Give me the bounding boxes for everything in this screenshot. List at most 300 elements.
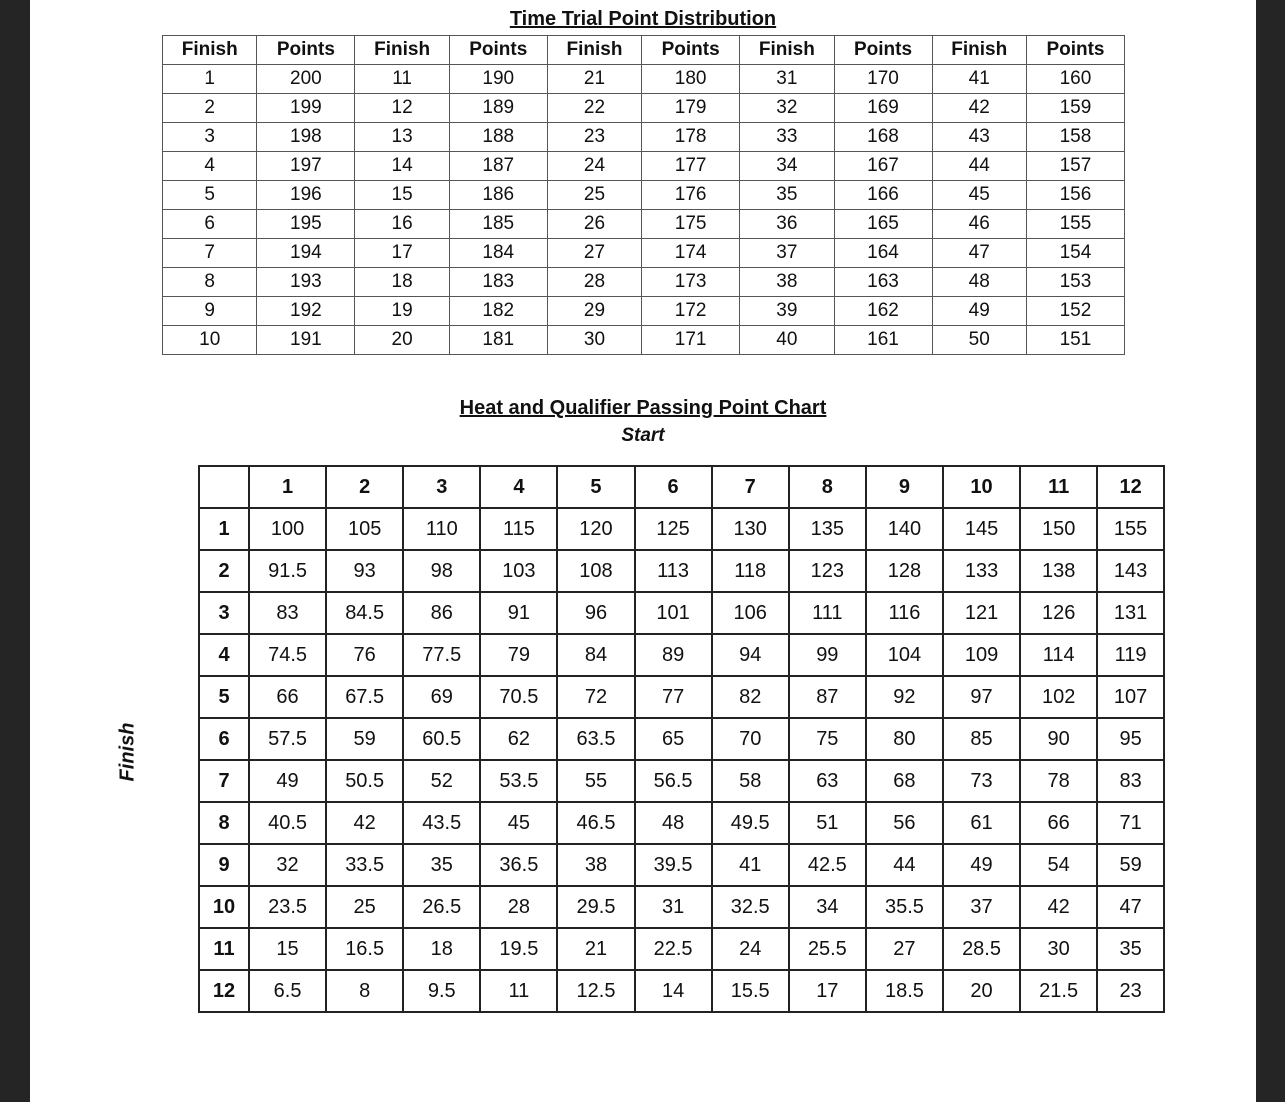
table-cell: 190 <box>449 65 547 94</box>
table-cell: 32 <box>740 94 834 123</box>
table-cell: 164 <box>834 239 932 268</box>
points-cell: 118 <box>712 550 789 592</box>
table-cell: 155 <box>1026 210 1124 239</box>
points-cell: 73 <box>943 760 1020 802</box>
points-cell: 100 <box>249 508 326 550</box>
table-cell: 192 <box>257 297 355 326</box>
time-trial-title: Time Trial Point Distribution <box>509 8 777 30</box>
table-cell: 198 <box>257 123 355 152</box>
table-row <box>163 210 1125 239</box>
points-cell: 12.5 <box>557 970 634 1012</box>
points-cell: 86 <box>403 592 480 634</box>
finish-position-header: 9 <box>199 844 249 886</box>
table-cell: 199 <box>257 94 355 123</box>
points-cell: 84 <box>557 634 634 676</box>
points-cell: 35 <box>403 844 480 886</box>
table-row <box>163 326 1125 355</box>
points-cell: 84.5 <box>326 592 403 634</box>
column-header: Finish <box>740 36 834 65</box>
points-cell: 70 <box>712 718 789 760</box>
start-position-header: 4 <box>480 466 557 508</box>
table-cell: 30 <box>547 326 641 355</box>
table-row <box>199 508 1164 550</box>
table-cell: 25 <box>547 181 641 210</box>
table-cell: 19 <box>355 297 449 326</box>
table-cell: 20 <box>355 326 449 355</box>
points-cell: 76 <box>326 634 403 676</box>
points-cell: 133 <box>943 550 1020 592</box>
points-cell: 60.5 <box>403 718 480 760</box>
points-cell: 138 <box>1020 550 1097 592</box>
points-cell: 30 <box>1020 928 1097 970</box>
table-cell: 4 <box>163 152 257 181</box>
points-cell: 71 <box>1097 802 1164 844</box>
points-cell: 114 <box>1020 634 1097 676</box>
points-cell: 130 <box>712 508 789 550</box>
points-cell: 97 <box>943 676 1020 718</box>
column-header: Finish <box>355 36 449 65</box>
points-cell: 125 <box>635 508 712 550</box>
points-cell: 94 <box>712 634 789 676</box>
table-cell: 14 <box>355 152 449 181</box>
document-page <box>30 0 1256 1102</box>
table-cell: 169 <box>834 94 932 123</box>
points-cell: 66 <box>1020 802 1097 844</box>
points-cell: 55 <box>557 760 634 802</box>
points-cell: 50.5 <box>326 760 403 802</box>
points-cell: 18.5 <box>866 970 943 1012</box>
table-cell: 179 <box>642 94 740 123</box>
time-trial-header-row <box>163 36 1125 65</box>
table-cell: 163 <box>834 268 932 297</box>
table-cell: 157 <box>1026 152 1124 181</box>
table-row <box>199 550 1164 592</box>
finish-position-header: 3 <box>199 592 249 634</box>
start-position-header: 12 <box>1097 466 1164 508</box>
points-cell: 105 <box>326 508 403 550</box>
table-cell: 172 <box>642 297 740 326</box>
finish-position-header: 5 <box>199 676 249 718</box>
points-cell: 91 <box>480 592 557 634</box>
table-cell: 151 <box>1026 326 1124 355</box>
start-position-header: 11 <box>1020 466 1097 508</box>
table-row <box>163 123 1125 152</box>
table-cell: 182 <box>449 297 547 326</box>
table-cell: 191 <box>257 326 355 355</box>
table-cell: 12 <box>355 94 449 123</box>
table-cell: 187 <box>449 152 547 181</box>
table-row <box>163 152 1125 181</box>
table-cell: 184 <box>449 239 547 268</box>
points-cell: 22.5 <box>635 928 712 970</box>
points-cell: 44 <box>866 844 943 886</box>
table-cell: 13 <box>355 123 449 152</box>
table-cell: 23 <box>547 123 641 152</box>
start-position-header: 7 <box>712 466 789 508</box>
points-cell: 135 <box>789 508 866 550</box>
points-cell: 145 <box>943 508 1020 550</box>
table-cell: 15 <box>355 181 449 210</box>
table-cell: 197 <box>257 152 355 181</box>
table-cell: 189 <box>449 94 547 123</box>
points-cell: 107 <box>1097 676 1164 718</box>
points-cell: 49 <box>249 760 326 802</box>
points-cell: 21 <box>557 928 634 970</box>
points-cell: 59 <box>326 718 403 760</box>
points-cell: 126 <box>1020 592 1097 634</box>
table-row <box>163 65 1125 94</box>
points-cell: 82 <box>712 676 789 718</box>
points-cell: 80 <box>866 718 943 760</box>
points-cell: 78 <box>1020 760 1097 802</box>
points-cell: 66 <box>249 676 326 718</box>
points-cell: 21.5 <box>1020 970 1097 1012</box>
column-header: Finish <box>163 36 257 65</box>
table-row <box>163 268 1125 297</box>
table-row <box>163 297 1125 326</box>
table-cell: 22 <box>547 94 641 123</box>
points-cell: 33.5 <box>326 844 403 886</box>
table-cell: 188 <box>449 123 547 152</box>
table-cell: 165 <box>834 210 932 239</box>
points-cell: 106 <box>712 592 789 634</box>
points-cell: 109 <box>943 634 1020 676</box>
table-cell: 5 <box>163 181 257 210</box>
table-cell: 35 <box>740 181 834 210</box>
points-cell: 41 <box>712 844 789 886</box>
table-cell: 26 <box>547 210 641 239</box>
table-cell: 200 <box>257 65 355 94</box>
finish-position-header: 8 <box>199 802 249 844</box>
points-cell: 83 <box>249 592 326 634</box>
points-cell: 123 <box>789 550 866 592</box>
points-cell: 53.5 <box>480 760 557 802</box>
points-cell: 17 <box>789 970 866 1012</box>
points-cell: 38 <box>557 844 634 886</box>
points-cell: 11 <box>480 970 557 1012</box>
points-cell: 25 <box>326 886 403 928</box>
points-cell: 121 <box>943 592 1020 634</box>
table-cell: 3 <box>163 123 257 152</box>
points-cell: 14 <box>635 970 712 1012</box>
table-row <box>199 970 1164 1012</box>
points-cell: 115 <box>480 508 557 550</box>
table-cell: 166 <box>834 181 932 210</box>
points-cell: 68 <box>866 760 943 802</box>
points-cell: 119 <box>1097 634 1164 676</box>
corner-cell <box>199 466 249 508</box>
table-cell: 156 <box>1026 181 1124 210</box>
points-cell: 93 <box>326 550 403 592</box>
table-cell: 174 <box>642 239 740 268</box>
points-cell: 35.5 <box>866 886 943 928</box>
table-cell: 171 <box>642 326 740 355</box>
points-cell: 113 <box>635 550 712 592</box>
points-cell: 62 <box>480 718 557 760</box>
points-cell: 26.5 <box>403 886 480 928</box>
table-cell: 162 <box>834 297 932 326</box>
column-header: Points <box>1026 36 1124 65</box>
points-cell: 99 <box>789 634 866 676</box>
points-cell: 51 <box>789 802 866 844</box>
table-cell: 41 <box>932 65 1026 94</box>
points-cell: 104 <box>866 634 943 676</box>
points-cell: 23 <box>1097 970 1164 1012</box>
table-cell: 170 <box>834 65 932 94</box>
points-cell: 70.5 <box>480 676 557 718</box>
heat-qualifier-title: Heat and Qualifier Passing Point Chart <box>459 397 827 419</box>
points-cell: 42 <box>326 802 403 844</box>
table-cell: 176 <box>642 181 740 210</box>
table-cell: 180 <box>642 65 740 94</box>
points-cell: 37 <box>943 886 1020 928</box>
finish-position-header: 7 <box>199 760 249 802</box>
start-position-header: 9 <box>866 466 943 508</box>
points-cell: 108 <box>557 550 634 592</box>
points-cell: 143 <box>1097 550 1164 592</box>
table-cell: 24 <box>547 152 641 181</box>
points-cell: 77 <box>635 676 712 718</box>
table-cell: 27 <box>547 239 641 268</box>
table-cell: 50 <box>932 326 1026 355</box>
points-cell: 49.5 <box>712 802 789 844</box>
table-cell: 158 <box>1026 123 1124 152</box>
points-cell: 54 <box>1020 844 1097 886</box>
column-header: Points <box>449 36 547 65</box>
start-position-header: 3 <box>403 466 480 508</box>
points-cell: 8 <box>326 970 403 1012</box>
table-cell: 17 <box>355 239 449 268</box>
points-cell: 28 <box>480 886 557 928</box>
points-cell: 32.5 <box>712 886 789 928</box>
points-cell: 111 <box>789 592 866 634</box>
table-cell: 8 <box>163 268 257 297</box>
points-cell: 72 <box>557 676 634 718</box>
points-cell: 32 <box>249 844 326 886</box>
points-cell: 89 <box>635 634 712 676</box>
table-cell: 154 <box>1026 239 1124 268</box>
points-cell: 15.5 <box>712 970 789 1012</box>
points-cell: 90 <box>1020 718 1097 760</box>
points-cell: 15 <box>249 928 326 970</box>
points-cell: 6.5 <box>249 970 326 1012</box>
finish-position-header: 1 <box>199 508 249 550</box>
table-row <box>199 592 1164 634</box>
start-position-header: 5 <box>557 466 634 508</box>
table-cell: 161 <box>834 326 932 355</box>
table-cell: 186 <box>449 181 547 210</box>
table-cell: 31 <box>740 65 834 94</box>
table-cell: 183 <box>449 268 547 297</box>
points-cell: 67.5 <box>326 676 403 718</box>
table-cell: 44 <box>932 152 1026 181</box>
points-cell: 34 <box>789 886 866 928</box>
table-cell: 45 <box>932 181 1026 210</box>
column-header: Points <box>642 36 740 65</box>
points-cell: 57.5 <box>249 718 326 760</box>
table-cell: 10 <box>163 326 257 355</box>
points-cell: 74.5 <box>249 634 326 676</box>
table-row <box>199 760 1164 802</box>
column-header: Points <box>834 36 932 65</box>
finish-position-header: 10 <box>199 886 249 928</box>
table-cell: 173 <box>642 268 740 297</box>
points-cell: 58 <box>712 760 789 802</box>
table-cell: 40 <box>740 326 834 355</box>
table-row <box>199 886 1164 928</box>
start-position-header: 8 <box>789 466 866 508</box>
points-cell: 91.5 <box>249 550 326 592</box>
table-row <box>199 802 1164 844</box>
table-cell: 178 <box>642 123 740 152</box>
table-cell: 42 <box>932 94 1026 123</box>
points-cell: 36.5 <box>480 844 557 886</box>
points-cell: 47 <box>1097 886 1164 928</box>
points-cell: 20 <box>943 970 1020 1012</box>
points-cell: 95 <box>1097 718 1164 760</box>
points-cell: 102 <box>1020 676 1097 718</box>
points-cell: 96 <box>557 592 634 634</box>
points-cell: 120 <box>557 508 634 550</box>
points-cell: 42.5 <box>789 844 866 886</box>
points-cell: 48 <box>635 802 712 844</box>
points-cell: 69 <box>403 676 480 718</box>
time-trial-table <box>162 35 1125 355</box>
table-cell: 39 <box>740 297 834 326</box>
table-row <box>199 718 1164 760</box>
table-row <box>199 928 1164 970</box>
points-cell: 103 <box>480 550 557 592</box>
points-cell: 63 <box>789 760 866 802</box>
table-cell: 168 <box>834 123 932 152</box>
points-cell: 83 <box>1097 760 1164 802</box>
heat-qualifier-table <box>198 465 1165 1013</box>
table-cell: 36 <box>740 210 834 239</box>
points-cell: 9.5 <box>403 970 480 1012</box>
table-cell: 181 <box>449 326 547 355</box>
start-position-header: 1 <box>249 466 326 508</box>
table-cell: 48 <box>932 268 1026 297</box>
table-cell: 28 <box>547 268 641 297</box>
table-cell: 159 <box>1026 94 1124 123</box>
points-cell: 128 <box>866 550 943 592</box>
points-cell: 98 <box>403 550 480 592</box>
points-cell: 23.5 <box>249 886 326 928</box>
table-cell: 7 <box>163 239 257 268</box>
table-row <box>199 634 1164 676</box>
finish-position-header: 6 <box>199 718 249 760</box>
points-cell: 43.5 <box>403 802 480 844</box>
table-cell: 33 <box>740 123 834 152</box>
start-position-header: 10 <box>943 466 1020 508</box>
table-cell: 29 <box>547 297 641 326</box>
table-cell: 153 <box>1026 268 1124 297</box>
table-cell: 43 <box>932 123 1026 152</box>
points-cell: 56 <box>866 802 943 844</box>
points-cell: 35 <box>1097 928 1164 970</box>
points-cell: 59 <box>1097 844 1164 886</box>
finish-axis-label: Finish <box>116 722 139 782</box>
finish-position-header: 4 <box>199 634 249 676</box>
points-cell: 19.5 <box>480 928 557 970</box>
table-cell: 37 <box>740 239 834 268</box>
points-cell: 49 <box>943 844 1020 886</box>
points-cell: 16.5 <box>326 928 403 970</box>
finish-position-header: 2 <box>199 550 249 592</box>
points-cell: 24 <box>712 928 789 970</box>
table-cell: 185 <box>449 210 547 239</box>
table-cell: 38 <box>740 268 834 297</box>
points-cell: 131 <box>1097 592 1164 634</box>
points-cell: 28.5 <box>943 928 1020 970</box>
table-cell: 194 <box>257 239 355 268</box>
points-cell: 150 <box>1020 508 1097 550</box>
table-cell: 49 <box>932 297 1026 326</box>
points-cell: 29.5 <box>557 886 634 928</box>
points-cell: 25.5 <box>789 928 866 970</box>
points-cell: 63.5 <box>557 718 634 760</box>
points-cell: 79 <box>480 634 557 676</box>
table-cell: 196 <box>257 181 355 210</box>
points-cell: 18 <box>403 928 480 970</box>
points-cell: 87 <box>789 676 866 718</box>
points-cell: 45 <box>480 802 557 844</box>
points-cell: 61 <box>943 802 1020 844</box>
points-cell: 155 <box>1097 508 1164 550</box>
points-cell: 65 <box>635 718 712 760</box>
table-row <box>163 181 1125 210</box>
table-row <box>163 94 1125 123</box>
table-cell: 18 <box>355 268 449 297</box>
column-header: Points <box>257 36 355 65</box>
points-cell: 31 <box>635 886 712 928</box>
table-cell: 47 <box>932 239 1026 268</box>
finish-position-header: 12 <box>199 970 249 1012</box>
start-axis-label: Start <box>621 425 665 446</box>
table-row <box>199 844 1164 886</box>
points-cell: 52 <box>403 760 480 802</box>
table-cell: 1 <box>163 65 257 94</box>
table-cell: 167 <box>834 152 932 181</box>
points-cell: 85 <box>943 718 1020 760</box>
column-header: Finish <box>932 36 1026 65</box>
points-cell: 101 <box>635 592 712 634</box>
table-cell: 195 <box>257 210 355 239</box>
points-cell: 92 <box>866 676 943 718</box>
table-cell: 16 <box>355 210 449 239</box>
table-cell: 21 <box>547 65 641 94</box>
column-header: Finish <box>547 36 641 65</box>
start-header-row <box>199 466 1164 508</box>
points-cell: 39.5 <box>635 844 712 886</box>
table-cell: 34 <box>740 152 834 181</box>
points-cell: 75 <box>789 718 866 760</box>
finish-position-header: 11 <box>199 928 249 970</box>
points-cell: 42 <box>1020 886 1097 928</box>
table-cell: 193 <box>257 268 355 297</box>
points-cell: 110 <box>403 508 480 550</box>
start-position-header: 2 <box>326 466 403 508</box>
table-cell: 11 <box>355 65 449 94</box>
table-cell: 9 <box>163 297 257 326</box>
table-cell: 177 <box>642 152 740 181</box>
points-cell: 140 <box>866 508 943 550</box>
points-cell: 40.5 <box>249 802 326 844</box>
table-row <box>163 239 1125 268</box>
points-cell: 116 <box>866 592 943 634</box>
points-cell: 56.5 <box>635 760 712 802</box>
table-cell: 2 <box>163 94 257 123</box>
